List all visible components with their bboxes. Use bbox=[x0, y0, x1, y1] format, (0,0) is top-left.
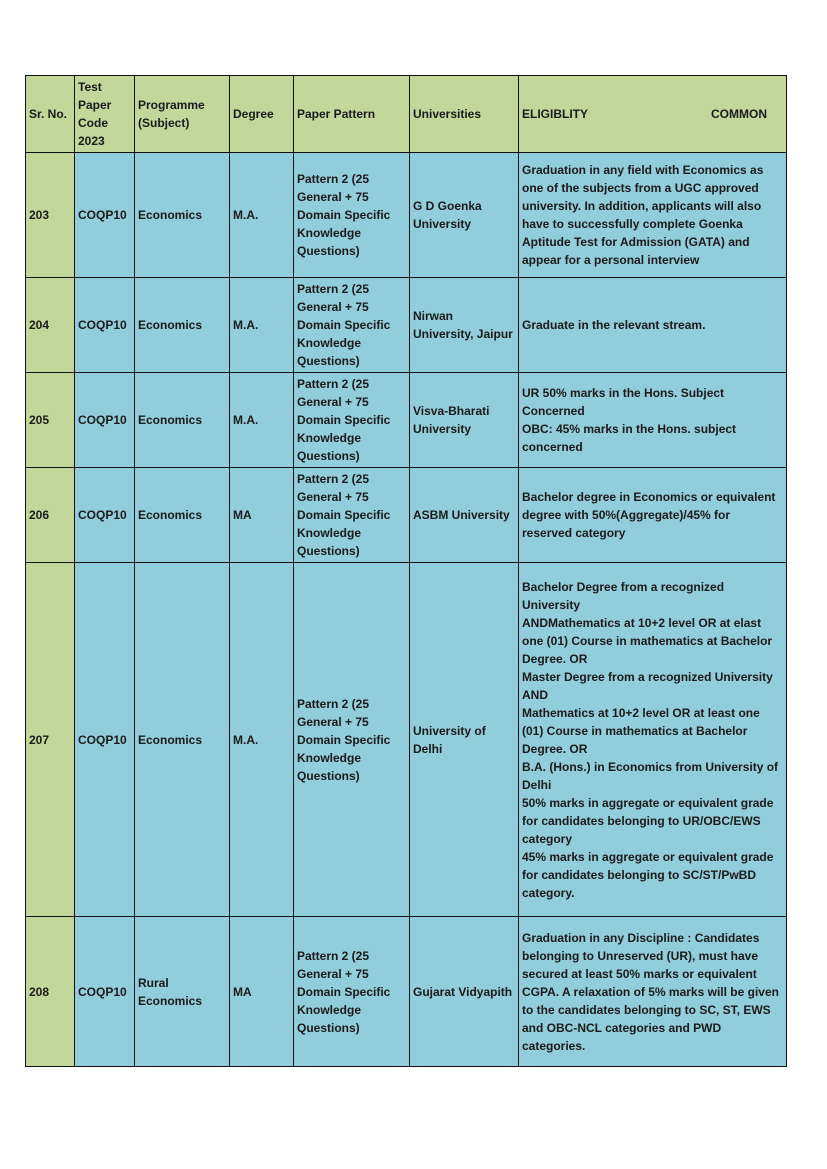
cell-code: COQP10 bbox=[75, 153, 135, 278]
cell-code: COQP10 bbox=[75, 373, 135, 468]
cell-degree: M.A. bbox=[230, 373, 294, 468]
cell-programme: Economics bbox=[135, 563, 230, 917]
cell-eligibility: Graduation in any Discipline : Candidates belonging to Unreserved (UR), must have secured at least 50% marks or equivalent CGPA. A relaxation of 5% marks will be given to the candidates belonging to SC, ST, EWS and OBC-NCL categories and PWD categories. bbox=[519, 917, 787, 1067]
cell-eligibility: Graduate in the relevant stream. bbox=[519, 278, 787, 373]
cell-eligibility: Graduation in any field with Economics as one of the subjects from a UGC approved university. In addition, applicants will also have to successfully complete Goenka Aptitude Test for Admission (GATA) and appear for a personal interview bbox=[519, 153, 787, 278]
cell-degree: M.A. bbox=[230, 153, 294, 278]
cell-university: ASBM University bbox=[410, 468, 519, 563]
cell-university: G D Goenka University bbox=[410, 153, 519, 278]
header-common-label: COMMON bbox=[711, 107, 767, 121]
table-row bbox=[26, 373, 787, 468]
cell-paper-pattern: Pattern 2 (25 General + 75 Domain Specific Knowledge Questions) bbox=[294, 468, 410, 563]
header-row bbox=[26, 76, 787, 153]
cell-paper-pattern: Pattern 2 (25 General + 75 Domain Specific Knowledge Questions) bbox=[294, 153, 410, 278]
header-eligibility-label: ELIGIBLITY bbox=[522, 107, 588, 121]
table-row bbox=[26, 468, 787, 563]
cell-eligibility: Bachelor degree in Economics or equivalent degree with 50%(Aggregate)/45% for reserved category bbox=[519, 468, 787, 563]
header-universities: Universities bbox=[410, 76, 519, 153]
header-sr-no: Sr. No. bbox=[26, 76, 75, 153]
header-eligibility bbox=[519, 76, 787, 153]
cell-programme: Economics bbox=[135, 373, 230, 468]
cell-eligibility: UR 50% marks in the Hons. Subject Concerned OBC: 45% marks in the Hons. subject concerned bbox=[519, 373, 787, 468]
cell-code: COQP10 bbox=[75, 917, 135, 1067]
cell-programme: Economics bbox=[135, 468, 230, 563]
cell-paper-pattern: Pattern 2 (25 General + 75 Domain Specific Knowledge Questions) bbox=[294, 278, 410, 373]
cell-degree: M.A. bbox=[230, 563, 294, 917]
cell-sr-no: 205 bbox=[26, 373, 75, 468]
cell-university: Visva-Bharati University bbox=[410, 373, 519, 468]
cell-programme: Rural Economics bbox=[135, 917, 230, 1067]
cell-sr-no: 206 bbox=[26, 468, 75, 563]
cell-sr-no: 203 bbox=[26, 153, 75, 278]
cell-programme: Economics bbox=[135, 153, 230, 278]
cell-sr-no: 207 bbox=[26, 563, 75, 917]
cell-programme: Economics bbox=[135, 278, 230, 373]
cell-degree: MA bbox=[230, 917, 294, 1067]
header-degree: Degree bbox=[230, 76, 294, 153]
cell-degree: M.A. bbox=[230, 278, 294, 373]
cell-eligibility: Bachelor Degree from a recognized University ANDMathematics at 10+2 level OR at elast one (01) Course in mathematics at Bachelor Degree. OR Master Degree from a recognized University AND Mathematics at 10+2 level OR at least one (01) Course in mathematics at Bachelor Degree. OR B.A. (Hons.) in Economics from University of Delhi 50% marks in aggregate or equivalent grade for candidates belonging to UR/OBC/EWS category 45% marks in aggregate or equivalent grade for candidates belonging to SC/ST/PwBD category. bbox=[519, 563, 787, 917]
cell-sr-no: 208 bbox=[26, 917, 75, 1067]
table-row bbox=[26, 563, 787, 917]
cell-paper-pattern: Pattern 2 (25 General + 75 Domain Specific Knowledge Questions) bbox=[294, 373, 410, 468]
cell-code: COQP10 bbox=[75, 563, 135, 917]
cell-university: University of Delhi bbox=[410, 563, 519, 917]
cell-code: COQP10 bbox=[75, 278, 135, 373]
cell-degree: MA bbox=[230, 468, 294, 563]
cell-paper-pattern: Pattern 2 (25 General + 75 Domain Specific Knowledge Questions) bbox=[294, 917, 410, 1067]
cell-paper-pattern: Pattern 2 (25 General + 75 Domain Specific Knowledge Questions) bbox=[294, 563, 410, 917]
header-programme: Programme (Subject) bbox=[135, 76, 230, 153]
cell-university: Gujarat Vidyapith bbox=[410, 917, 519, 1067]
table-row bbox=[26, 917, 787, 1067]
header-test-paper-code: Test Paper Code 2023 bbox=[75, 76, 135, 153]
eligibility-table bbox=[25, 75, 787, 1067]
cell-sr-no: 204 bbox=[26, 278, 75, 373]
header-paper-pattern: Paper Pattern bbox=[294, 76, 410, 153]
cell-university: Nirwan University, Jaipur bbox=[410, 278, 519, 373]
cell-code: COQP10 bbox=[75, 468, 135, 563]
table-row bbox=[26, 153, 787, 278]
table-row bbox=[26, 278, 787, 373]
